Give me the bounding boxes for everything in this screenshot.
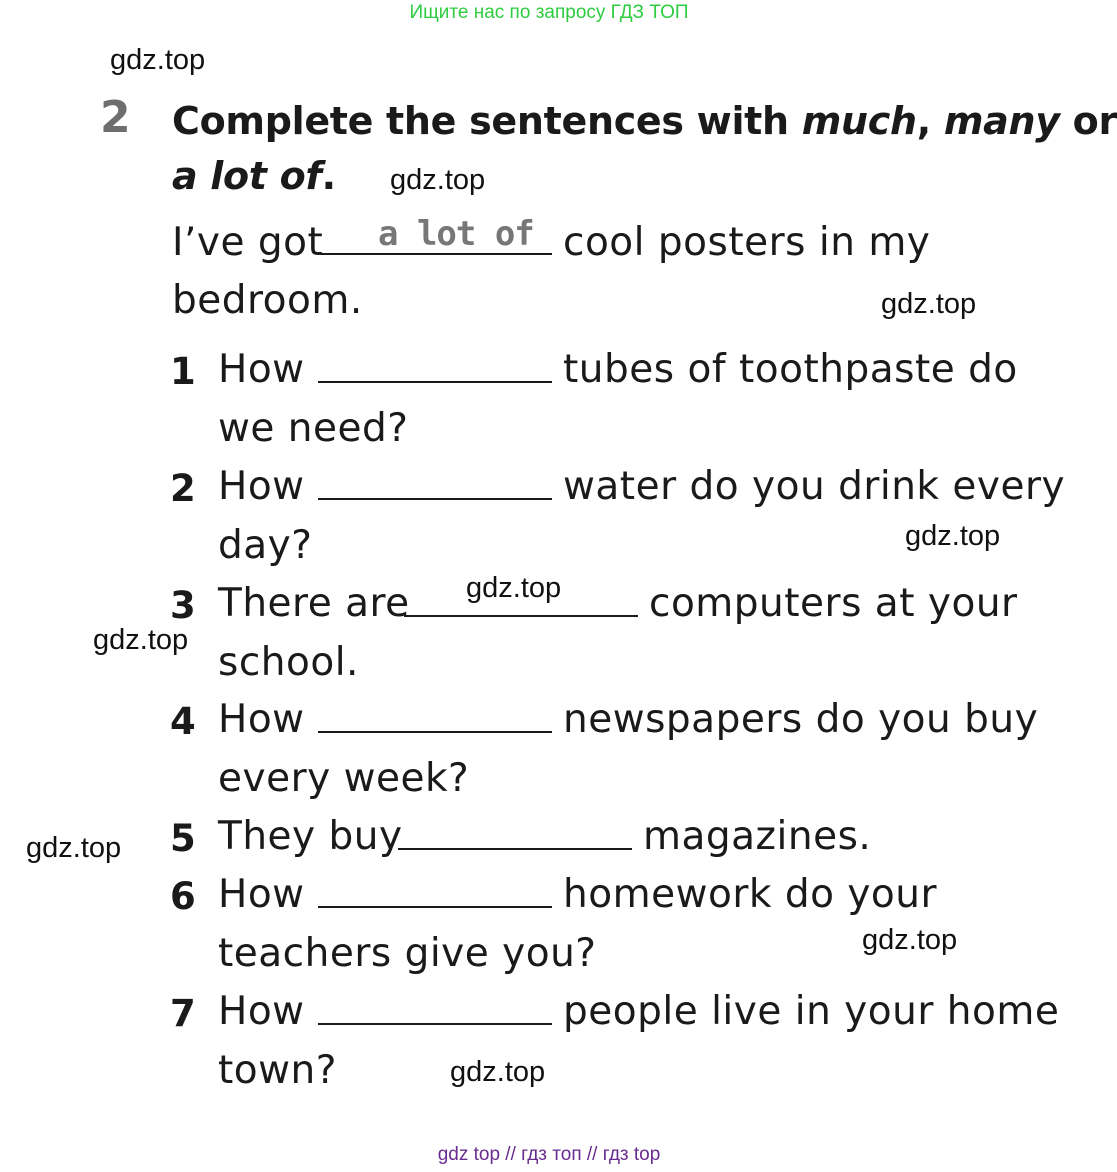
item-text-after: water do you drink every <box>563 464 1066 509</box>
item-text-before: How <box>218 464 305 509</box>
item-text-before: How <box>218 872 305 917</box>
keyword-many: many <box>943 99 1060 143</box>
item-continuation: day? <box>218 523 313 568</box>
item-number: 4 <box>170 700 196 743</box>
exercise-instruction <box>172 94 1117 204</box>
item-text-before: How <box>218 989 305 1034</box>
watermark: gdz.top <box>390 164 486 196</box>
instruction-period: . <box>321 154 336 198</box>
exercise-number: 2 <box>100 92 131 143</box>
watermark: gdz.top <box>110 44 206 76</box>
search-banner[interactable]: Ищите нас по запросу ГДЗ ТОП <box>409 2 689 23</box>
item-continuation: teachers give you? <box>218 931 597 976</box>
item-text-before: There are <box>218 581 410 626</box>
instruction-or: or <box>1059 99 1117 143</box>
watermark: gdz.top <box>93 624 189 656</box>
example-answer: a lot of <box>378 214 534 254</box>
answer-blank[interactable] <box>318 1023 552 1025</box>
item-text-after: computers at your <box>649 581 1018 626</box>
item-number: 7 <box>170 992 196 1035</box>
item-number: 6 <box>170 875 196 918</box>
example-continuation: bedroom. <box>172 278 363 323</box>
item-text-before: How <box>218 347 305 392</box>
item-text-after: people live in your home <box>563 989 1060 1034</box>
answer-blank[interactable] <box>398 848 632 850</box>
item-text-after: newspapers do you buy <box>563 697 1039 742</box>
item-continuation: we need? <box>218 406 409 451</box>
example-after: cool posters in my <box>563 220 931 265</box>
instruction-text: Complete the sentences with <box>172 99 802 143</box>
watermark: gdz.top <box>881 288 977 320</box>
example-before: I’ve got <box>172 220 324 265</box>
item-continuation: school. <box>218 640 359 685</box>
watermark: gdz.top <box>26 832 122 864</box>
answer-blank[interactable] <box>318 381 552 383</box>
answer-blank[interactable] <box>318 498 552 500</box>
item-text-before: How <box>218 697 305 742</box>
item-continuation: every week? <box>218 756 470 801</box>
keyword-much: much <box>801 99 917 143</box>
answer-blank[interactable] <box>318 731 552 733</box>
answer-blank[interactable] <box>404 615 638 617</box>
watermark: gdz.top <box>450 1056 546 1088</box>
item-number: 2 <box>170 467 196 510</box>
item-number: 3 <box>170 584 196 627</box>
watermark: gdz.top <box>862 924 958 956</box>
footer-links[interactable]: gdz top // гдз топ // гдз top <box>437 1144 661 1165</box>
item-text-after: homework do your <box>563 872 938 917</box>
item-text-before: They buy <box>218 814 403 859</box>
watermark: gdz.top <box>466 572 562 604</box>
instruction-comma: , <box>916 99 944 143</box>
item-number: 5 <box>170 817 196 860</box>
answer-blank[interactable] <box>318 906 552 908</box>
item-continuation: town? <box>218 1048 337 1093</box>
item-text-after: magazines. <box>643 814 872 859</box>
item-text-after: tubes of toothpaste do <box>563 347 1018 392</box>
item-number: 1 <box>170 350 196 393</box>
watermark: gdz.top <box>905 520 1001 552</box>
keyword-a-lot-of: a lot of <box>172 154 322 198</box>
